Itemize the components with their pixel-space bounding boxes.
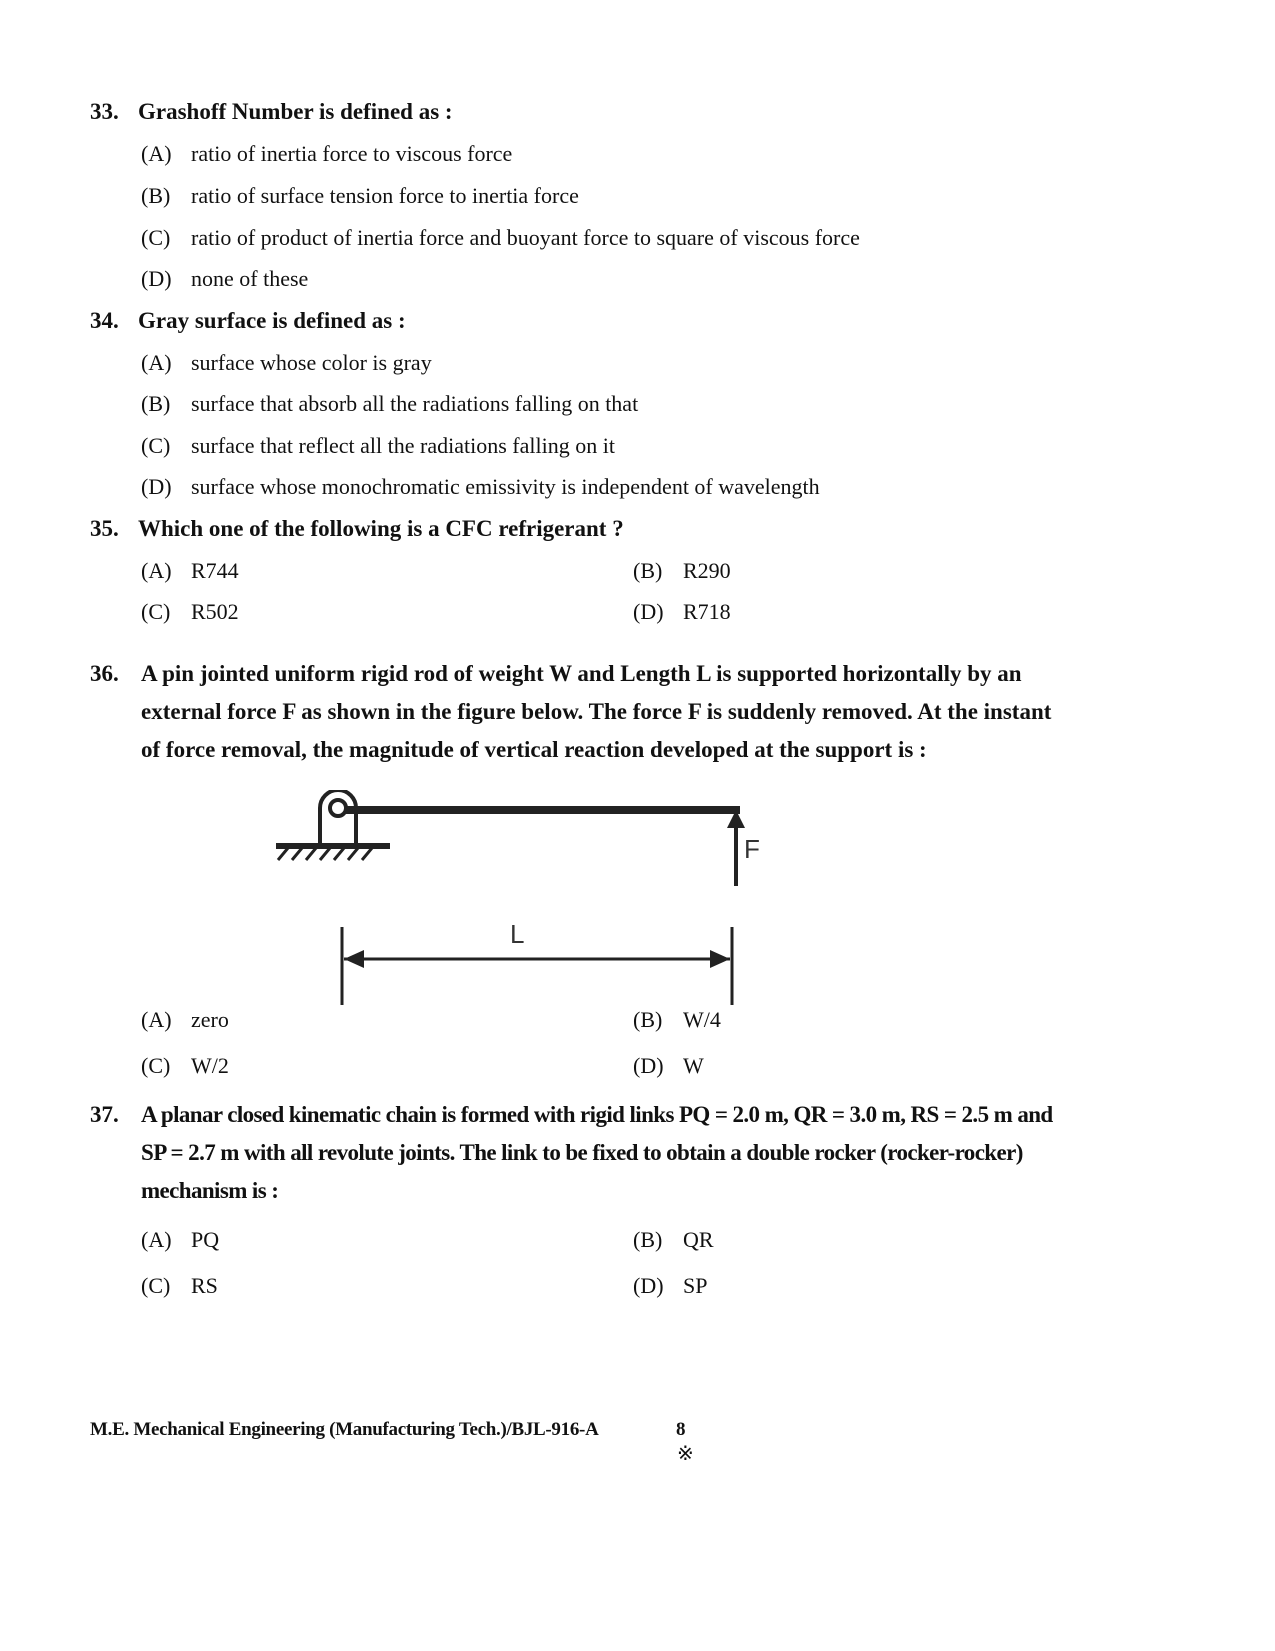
page-number: 8 <box>676 1419 686 1440</box>
question-number: 33. <box>90 99 119 124</box>
question-line: mechanism is : <box>141 1178 279 1203</box>
option-b: (B) R290 <box>633 558 731 583</box>
question-number: 37. <box>90 1102 119 1127</box>
question-line: external force F as shown in the figure below. The force F is suddenly removed. At the instant <box>141 699 1052 724</box>
question-text: Gray surface is defined as : <box>138 308 406 333</box>
question-text: Which one of the following is a CFC refrigerant ? <box>138 516 624 541</box>
question-number: 36. <box>90 661 119 686</box>
question-line: A pin jointed uniform rigid rod of weight W and Length L is supported horizontally by an <box>141 661 1022 686</box>
option-d: (D) none of these <box>141 266 309 291</box>
option-b: (B) ratio of surface tension force to inertia force <box>141 183 579 208</box>
option-d: (D) SP <box>633 1273 708 1298</box>
question-line: A planar closed kinematic chain is formed with rigid links PQ = 2.0 m, QR = 3.0 m, RS = 2.5 m and <box>141 1102 1053 1127</box>
pin-support-icon <box>276 790 390 860</box>
option-b: (B) W/4 <box>633 1007 721 1032</box>
option-a: (A) PQ <box>141 1227 220 1252</box>
question-37 <box>90 1096 1101 1210</box>
question-number: 34. <box>90 308 119 333</box>
option-c: (C) ratio of product of inertia force and buoyant force to square of viscous force <box>141 225 860 250</box>
footer-text: M.E. Mechanical Engineering (Manufacturing Tech.)/BJL-916-A <box>90 1419 599 1440</box>
question-35 <box>90 515 624 543</box>
option-c: (C) R502 <box>141 599 239 624</box>
question-33 <box>90 98 453 126</box>
option-b: (B) surface that absorb all the radiations falling on that <box>141 391 639 416</box>
option-c: (C) RS <box>141 1273 218 1298</box>
length-dimension <box>342 927 732 1005</box>
question-text: Grashoff Number is defined as : <box>138 99 453 124</box>
force-label: F <box>744 834 760 864</box>
option-c: (C) W/2 <box>141 1053 229 1078</box>
option-a: (A) zero <box>141 1007 229 1032</box>
option-b: (B) QR <box>633 1227 714 1252</box>
question-number: 35. <box>90 516 119 541</box>
option-a: (A) R744 <box>141 558 239 583</box>
option-a: (A) ratio of inertia force to viscous force <box>141 141 513 166</box>
option-c: (C) surface that reflect all the radiations falling on it <box>141 433 615 458</box>
reference-mark-icon: ※ <box>677 1443 694 1465</box>
length-label: L <box>510 919 525 949</box>
question-line: of force removal, the magnitude of vertical reaction developed at the support is : <box>141 737 927 762</box>
option-d: (D) surface whose monochromatic emissivity is independent of wavelength <box>141 474 820 499</box>
force-arrow-icon <box>727 810 745 886</box>
question-36 <box>90 655 1101 769</box>
option-a: (A) surface whose color is gray <box>141 350 432 375</box>
question-34 <box>90 307 406 335</box>
option-d: (D) W <box>633 1053 704 1078</box>
beam-figure <box>270 790 780 1010</box>
option-d: (D) R718 <box>633 599 731 624</box>
question-line: SP = 2.7 m with all revolute joints. The link to be fixed to obtain a double rocker (rocker-rocker) <box>141 1140 1023 1165</box>
